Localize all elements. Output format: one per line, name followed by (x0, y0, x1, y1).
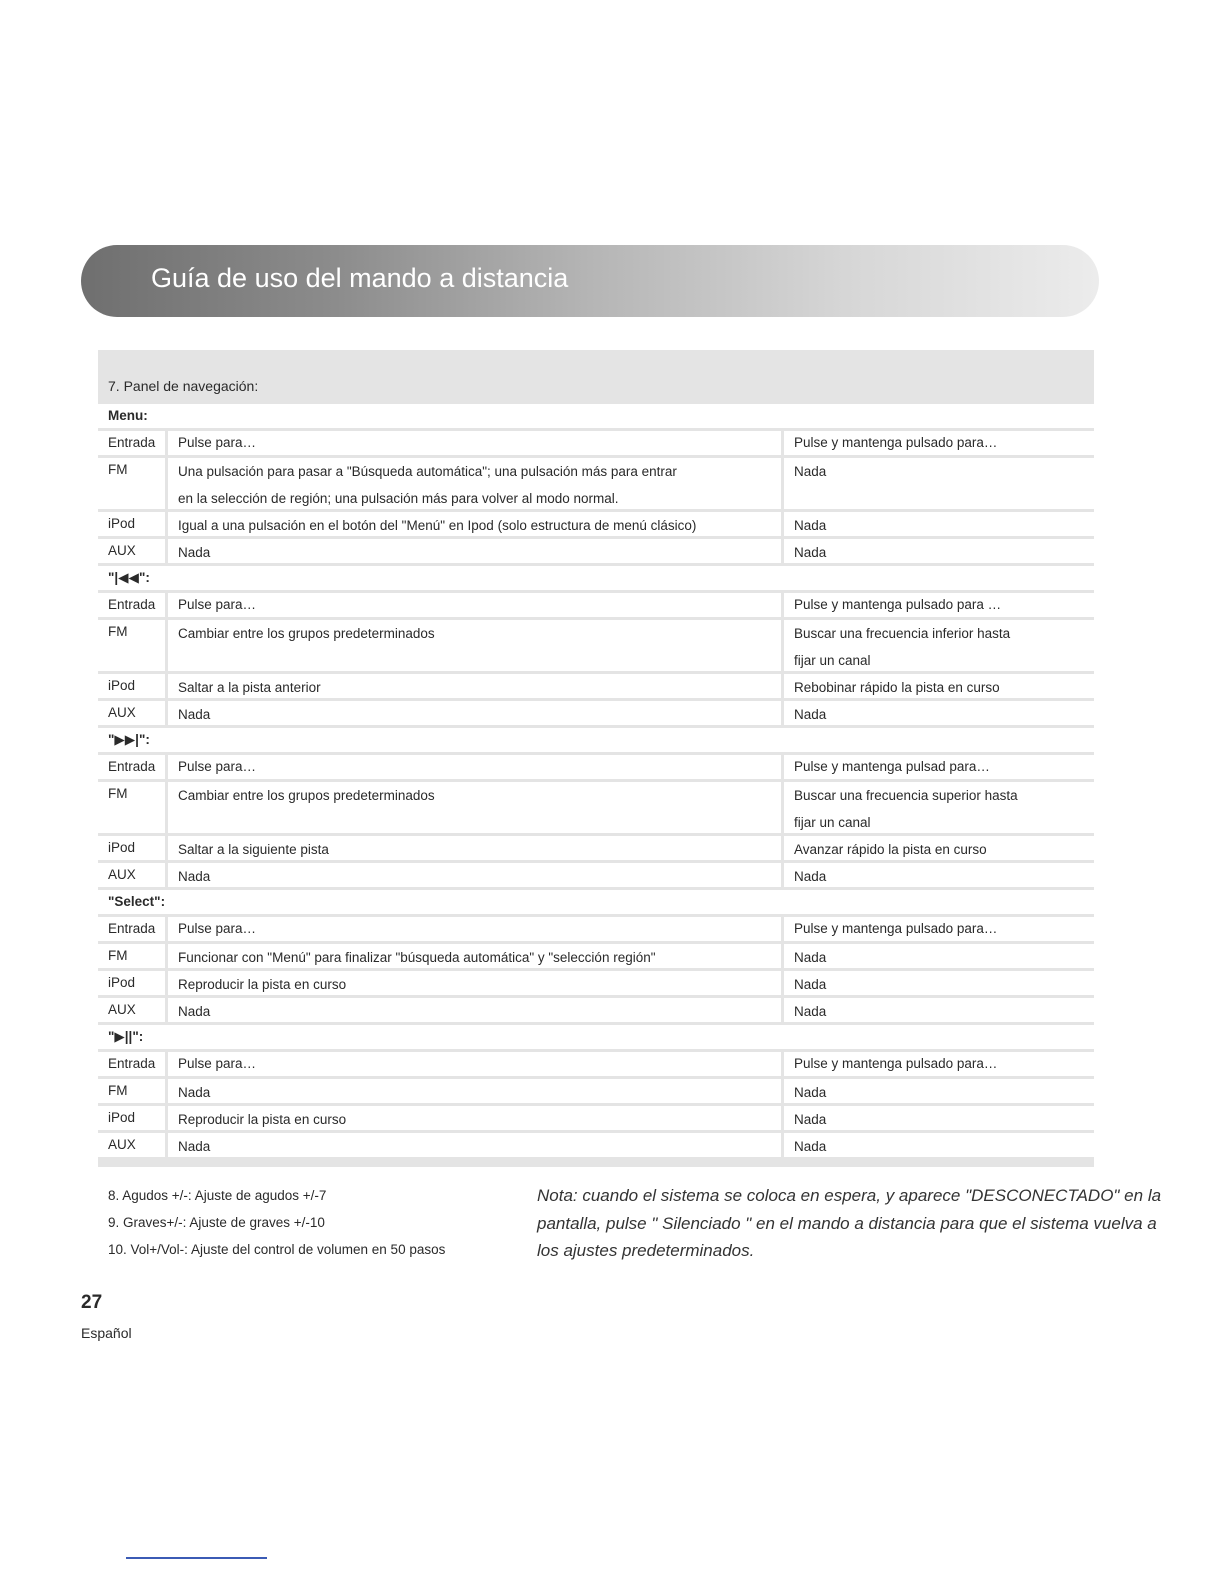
section-label-row (98, 890, 1094, 914)
header-entrada: Entrada (98, 431, 165, 455)
hold-action (784, 998, 1094, 1022)
hold-action (784, 782, 1094, 833)
header-entrada: Entrada (98, 755, 165, 779)
table-row (98, 1106, 1094, 1130)
press-action-line: Nada (178, 707, 211, 722)
table-row (98, 836, 1094, 860)
page-language: Español (81, 1325, 132, 1341)
hold-action (784, 1106, 1094, 1130)
section-label-row (98, 404, 1094, 428)
press-action (168, 944, 781, 968)
press-action (168, 998, 781, 1022)
press-action (168, 1079, 781, 1103)
section-label-row (98, 566, 1094, 590)
hold-action (784, 944, 1094, 968)
hold-action-line: fijar un canal (794, 653, 871, 668)
press-action-line: Reproducir la pista en curso (178, 1112, 347, 1127)
header-pulse: Pulse para… (168, 1052, 781, 1076)
press-action-line: Nada (178, 869, 211, 884)
section-label: "▶▶|": (98, 728, 1094, 752)
table-row (98, 944, 1094, 968)
bottom-rule (126, 1557, 267, 1559)
hold-action-line: Rebobinar rápido la pista en curso (794, 680, 1000, 695)
input-source: FM (98, 944, 165, 968)
header-mantenga: Pulse y mantenga pulsado para… (784, 431, 1094, 455)
press-action-line: Nada (178, 1139, 211, 1154)
hold-action (784, 674, 1094, 698)
input-source: FM (98, 1079, 165, 1103)
header-entrada: Entrada (98, 1052, 165, 1076)
panel-title: 7. Panel de navegación: (108, 378, 259, 394)
table-header-row (98, 1052, 1094, 1076)
hold-action (784, 458, 1094, 509)
input-source: iPod (98, 512, 165, 536)
press-action-line: Igual a una pulsación en el botón del "Menú" en Ipod (solo estructura de menú clásico) (178, 518, 697, 533)
table-row (98, 998, 1094, 1022)
header-mantenga: Pulse y mantenga pulsado para… (784, 917, 1094, 941)
hold-action-line: Nada (794, 1004, 827, 1019)
page-number: 27 (81, 1292, 103, 1313)
section-label: "|◀◀": (98, 566, 1094, 590)
table-row (98, 620, 1094, 671)
press-action-line: Nada (178, 1085, 211, 1100)
table-header-row (98, 431, 1094, 455)
press-action (168, 863, 781, 887)
press-action (168, 701, 781, 725)
press-action (168, 1133, 781, 1157)
input-source: iPod (98, 674, 165, 698)
header-mantenga: Pulse y mantenga pulsado para … (784, 593, 1094, 617)
footnote-treble: 8. Agudos +/-: Ajuste de agudos +/-7 (108, 1188, 327, 1203)
table-row (98, 701, 1094, 725)
input-source: AUX (98, 701, 165, 725)
header-pulse: Pulse para… (168, 593, 781, 617)
hold-action (784, 539, 1094, 563)
hold-action-line: Nada (794, 869, 827, 884)
hold-action-line: Nada (794, 545, 827, 560)
section-label-row (98, 1025, 1094, 1049)
hold-action-line: Nada (794, 950, 827, 965)
hold-action-line: Buscar una frecuencia superior hasta (794, 788, 1018, 803)
header-mantenga: Pulse y mantenga pulsado para… (784, 1052, 1094, 1076)
hold-action (784, 863, 1094, 887)
navigation-panel (98, 350, 1094, 1167)
hold-action (784, 836, 1094, 860)
table-row (98, 1133, 1094, 1157)
table-header-row (98, 755, 1094, 779)
section-label-row (98, 728, 1094, 752)
hold-action-line: Nada (794, 1085, 827, 1100)
footnotes (108, 1182, 445, 1263)
input-source: iPod (98, 836, 165, 860)
press-action-line: Nada (178, 545, 211, 560)
press-action (168, 971, 781, 995)
input-source: FM (98, 620, 165, 671)
press-action-line: Una pulsación para pasar a "Búsqueda automática"; una pulsación más para entrar (178, 464, 677, 479)
press-action-line: Cambiar entre los grupos predeterminados (178, 626, 435, 641)
input-source: AUX (98, 998, 165, 1022)
table-row (98, 863, 1094, 887)
section-label: "Select": (98, 890, 1094, 914)
press-action (168, 836, 781, 860)
hold-action (784, 701, 1094, 725)
hold-action-line: Nada (794, 464, 827, 479)
hold-action (784, 1079, 1094, 1103)
table-row (98, 458, 1094, 509)
press-action (168, 1106, 781, 1130)
hold-action-line: Nada (794, 707, 827, 722)
header-pulse: Pulse para… (168, 431, 781, 455)
press-action-line: Funcionar con "Menú" para finalizar "búsqueda automática" y "selección región" (178, 950, 656, 965)
section-banner (81, 245, 1099, 317)
section-label: "▶||": (98, 1025, 1094, 1049)
press-action (168, 620, 781, 671)
table-header-row (98, 593, 1094, 617)
hold-action-line: Nada (794, 977, 827, 992)
press-action-line: Saltar a la pista anterior (178, 680, 321, 695)
press-action (168, 539, 781, 563)
table-row (98, 782, 1094, 833)
press-action-line: Cambiar entre los grupos predeterminados (178, 788, 435, 803)
hold-action-line: Nada (794, 1139, 827, 1154)
input-source: AUX (98, 863, 165, 887)
page-title: Guía de uso del mando a distancia (151, 263, 569, 293)
hold-action (784, 971, 1094, 995)
press-action-line: Reproducir la pista en curso (178, 977, 347, 992)
input-source: AUX (98, 1133, 165, 1157)
header-entrada: Entrada (98, 917, 165, 941)
input-source: AUX (98, 539, 165, 563)
table-row (98, 512, 1094, 536)
hold-action (784, 620, 1094, 671)
press-action (168, 458, 781, 509)
table-header-row (98, 917, 1094, 941)
hold-action (784, 1133, 1094, 1157)
hold-action-line: fijar un canal (794, 815, 871, 830)
header-pulse: Pulse para… (168, 755, 781, 779)
press-action (168, 782, 781, 833)
hold-action-line: Buscar una frecuencia inferior hasta (794, 626, 1011, 641)
hold-action (784, 512, 1094, 536)
press-action-line: en la selección de región; una pulsación más para volver al modo normal. (178, 491, 619, 506)
table-row (98, 1079, 1094, 1103)
press-action-line: Nada (178, 1004, 211, 1019)
hold-action-line: Nada (794, 518, 827, 533)
table-row (98, 539, 1094, 563)
press-action (168, 674, 781, 698)
section-label: Menu: (98, 404, 1094, 428)
input-source: FM (98, 458, 165, 509)
input-source: iPod (98, 1106, 165, 1130)
standby-note: Nota: cuando el sistema se coloca en espera, y aparece "DESCONECTADO" en la pantalla, pulse " Silenciado " en el mando a distancia para que el sistema vuelva a los ajustes predeterminados. (537, 1186, 1162, 1260)
input-source: iPod (98, 971, 165, 995)
header-entrada: Entrada (98, 593, 165, 617)
input-source: FM (98, 782, 165, 833)
footnote-bass: 9. Graves+/-: Ajuste de graves +/-10 (108, 1215, 325, 1230)
header-mantenga: Pulse y mantenga pulsad para… (784, 755, 1094, 779)
header-pulse: Pulse para… (168, 917, 781, 941)
press-action (168, 512, 781, 536)
press-action-line: Saltar a la siguiente pista (178, 842, 329, 857)
table-row (98, 971, 1094, 995)
footnote-volume: 10. Vol+/Vol-: Ajuste del control de volumen en 50 pasos (108, 1242, 446, 1257)
hold-action-line: Nada (794, 1112, 827, 1127)
table-row (98, 674, 1094, 698)
hold-action-line: Avanzar rápido la pista en curso (794, 842, 987, 857)
